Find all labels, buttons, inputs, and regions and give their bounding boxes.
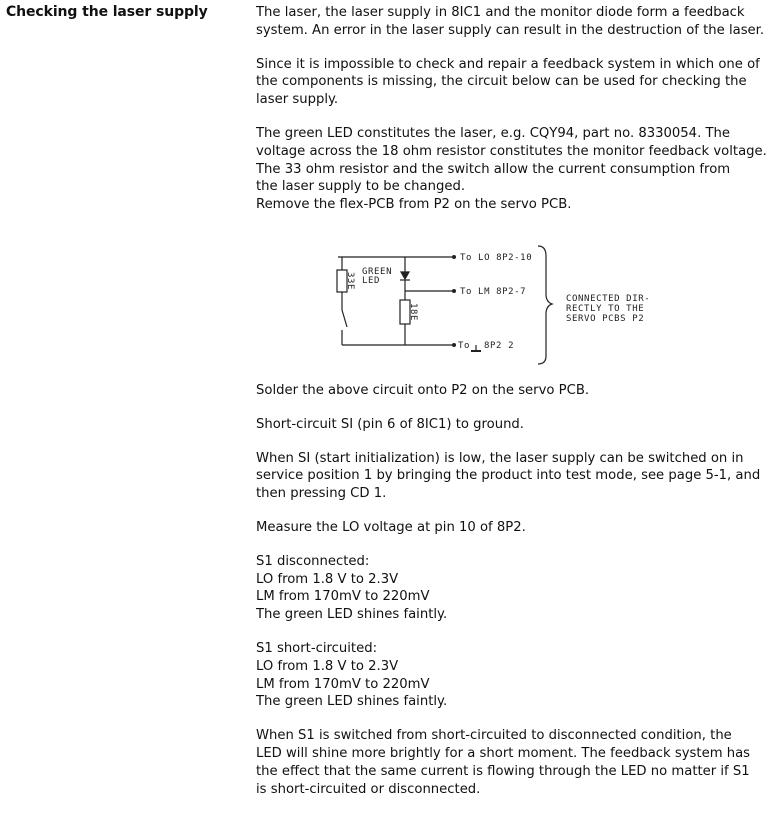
text-line: Since it is impossible to check and repair a feedback system in which one of [256, 56, 760, 72]
main-content [256, 4, 766, 798]
terminal-ground [452, 343, 456, 347]
led-label-line-1: GREEN [362, 266, 393, 277]
s1-disconnected-block [256, 553, 766, 624]
green-led-diode [401, 272, 409, 279]
short-circuit-instruction: Short-circuit SI (pin 6 of 8IC1) to ground. [256, 416, 524, 432]
text-line: then pressing CD 1. [256, 486, 387, 502]
switch-s1 [342, 310, 347, 327]
intro-paragraph-1 [256, 4, 766, 40]
text-line: the laser supply to be changed. [256, 179, 466, 195]
text-line: The green LED constitutes the laser, e.g. CQY94, part no. 8330054. The [256, 125, 730, 141]
connection-brace [538, 246, 552, 364]
lo-range: LO from 1.8 V to 2.3V [256, 658, 399, 674]
to-ground-label: To [458, 340, 471, 351]
text-line: The 33 ohm resistor and the switch allow the current consumption from [256, 161, 731, 177]
text-line: Remove the flex-PCB from P2 on the servo PCB. [256, 197, 572, 213]
note-line-1: CONNECTED DIR- [566, 293, 651, 304]
text-line: system. An error in the laser supply can result in the destruction of the laser. [256, 22, 765, 38]
measure-instruction: Measure the LO voltage at pin 10 of 8P2. [256, 519, 526, 535]
terminal-lm [452, 289, 456, 293]
terminal-lo [452, 255, 456, 259]
text-line: The laser, the laser supply in 8IC1 and the monitor diode form a feedback [256, 5, 745, 20]
led-label-line-2: LED [362, 275, 381, 286]
text-line: When S1 is switched from short-circuited to disconnected condition, the [256, 728, 732, 744]
text-line: the effect that the same current is flowing through the LED no matter if S1 [256, 763, 750, 779]
resistor-33-label: 33E [345, 271, 355, 290]
led-status: The green LED shines faintly. [256, 694, 448, 710]
lm-range: LM from 170mV to 220mV [256, 589, 430, 605]
lm-range: LM from 170mV to 220mV [256, 676, 430, 692]
note-line-3: SERVO PCBS P2 [566, 313, 645, 324]
conclusion-paragraph [256, 727, 766, 798]
circuit-diagram-area [256, 232, 766, 368]
si-low-paragraph [256, 450, 766, 503]
text-line: is short-circuited or disconnected. [256, 781, 481, 797]
text-line: voltage across the 18 ohm resistor constitutes the monitor feedback voltage. [256, 143, 767, 159]
to-ground-pin-label: 8P2 2 [484, 340, 515, 351]
text-line: LED will shine more brightly for a short moment. The feedback system has [256, 745, 751, 761]
block-title: S1 short-circuited: [256, 640, 378, 656]
text-line: When SI (start initialization) is low, the laser supply can be switched on in [256, 450, 744, 466]
to-lo-label: To LO 8P2-10 [460, 252, 533, 263]
intro-paragraph-3 [256, 125, 766, 214]
intro-paragraph-2 [256, 56, 766, 109]
led-status: The green LED shines faintly. [256, 607, 448, 623]
s1-short-circuited-block [256, 640, 766, 711]
text-line: laser supply. [256, 92, 339, 108]
circuit-diagram [326, 232, 706, 368]
text-line: the components is missing, the circuit below can be used for checking the [256, 74, 747, 90]
resistor-18-label: 18E [408, 302, 418, 321]
solder-instruction: Solder the above circuit onto P2 on the servo PCB. [256, 382, 590, 398]
note-line-2: RECTLY TO THE [566, 303, 645, 314]
to-lm-label: To LM 8P2-7 [460, 286, 527, 297]
block-title: S1 disconnected: [256, 553, 370, 569]
section-heading: Checking the laser supply [6, 4, 208, 20]
lo-range: LO from 1.8 V to 2.3V [256, 571, 399, 587]
text-line: service position 1 by bringing the product into test mode, see page 5-1, and [256, 468, 761, 484]
